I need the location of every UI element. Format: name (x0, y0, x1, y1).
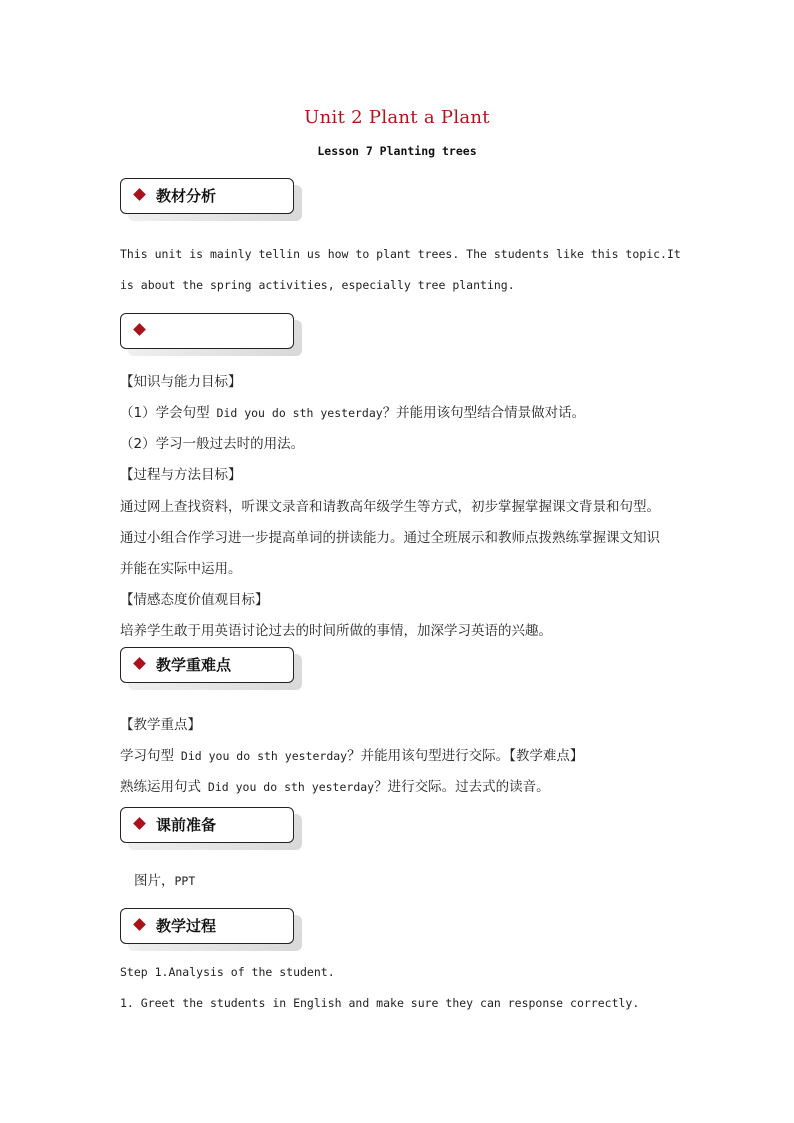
key-points-heading: 【教学重点】 (120, 717, 201, 733)
process-heading: 【过程与方法目标】 (120, 467, 242, 483)
preparation-cn: 图片， (134, 873, 175, 889)
emotion-heading: 【情感态度价值观目标】 (120, 592, 269, 608)
section-header-analysis (120, 178, 294, 214)
objective-item-1-suffix: ？并能用该句型结合情景做对话。 (382, 405, 586, 421)
key-point-line-2-sentence: Did you do sth yesterday (201, 780, 375, 794)
section-header-key-points (120, 647, 294, 683)
objective-item-1-sentence: Did you do sth yesterday (209, 406, 383, 420)
preparation-line (134, 869, 195, 889)
section-header-objectives (120, 313, 294, 349)
key-point-line-2-prefix: 熟练运用句式 (120, 779, 201, 795)
preparation-en: PPT (174, 874, 196, 888)
key-point-line-2-suffix: ？进行交际。过去式的读音。 (374, 779, 550, 795)
emotion-line: 培养学生敢于用英语讨论过去的时间所做的事情，加深学习英语的兴趣。 (120, 623, 552, 639)
section-header-preparation (120, 807, 294, 843)
key-point-line-1-sentence: Did you do sth yesterday (174, 749, 348, 763)
process-line-1: 通过网上查找资料，听课文录音和请教高年级学生等方式，初步掌握掌握课文背景和句型。 (120, 499, 660, 515)
section-label: 教材分析 (156, 187, 217, 205)
process-item-1: 1. Greet the students in English and make sure they can response correctly. (120, 996, 640, 1010)
objective-item-1 (120, 401, 585, 421)
section-label: 课前准备 (156, 816, 217, 834)
section-label: 教学过程 (156, 917, 217, 935)
key-point-line-1-suffix: ？并能用该句型进行交际。【教学难点】 (347, 748, 584, 764)
analysis-line-1: This unit is mainly tellin us how to plant trees. The students like this topic.It (120, 247, 681, 261)
process-line-2: 通过小组合作学习进一步提高单词的拼读能力。通过全班展示和教师点拨熟练掌握课文知识 (120, 530, 660, 546)
lesson-subtitle: Lesson 7 Planting trees (317, 144, 477, 158)
process-line-3: 并能在实际中运用。 (120, 561, 242, 577)
page-title: Unit 2 Plant a Plant (304, 107, 490, 128)
key-point-line-1 (120, 744, 583, 764)
objective-item-1-prefix: （1）学会句型 (120, 405, 210, 421)
section-label: 教学重难点 (156, 656, 232, 674)
objective-item-2: （2）学习一般过去时的用法。 (120, 436, 305, 452)
section-header-process (120, 908, 294, 944)
knowledge-heading: 【知识与能力目标】 (120, 374, 242, 390)
analysis-line-2: is about the spring activities, especially tree planting. (120, 278, 515, 292)
key-point-line-2 (120, 775, 550, 795)
key-point-line-1-prefix: 学习句型 (120, 748, 174, 764)
process-step-1: Step 1.Analysis of the student. (120, 965, 335, 979)
